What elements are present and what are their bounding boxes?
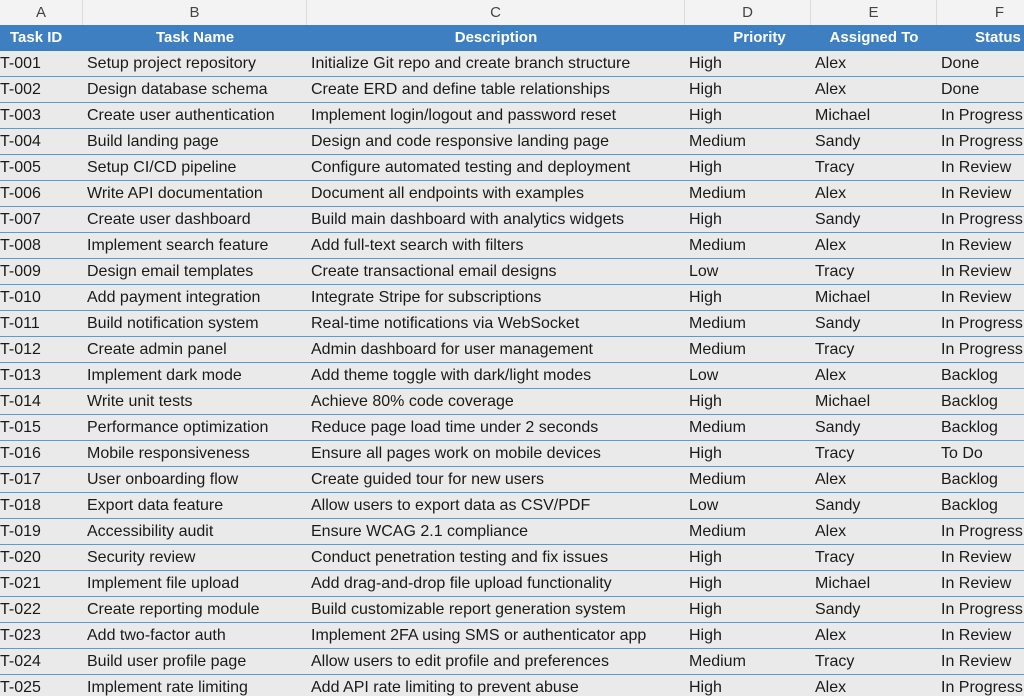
assigned-to-cell[interactable]: Michael (815, 575, 871, 592)
priority-cell[interactable]: Low (689, 263, 719, 280)
task-id-cell[interactable]: T-021 (0, 575, 41, 592)
description-cell[interactable]: Real-time notifications via WebSocket (311, 315, 580, 332)
table-row[interactable] (0, 649, 1024, 675)
assigned-to-cell[interactable]: Alex (815, 523, 847, 540)
assigned-to-cell[interactable]: Tracy (815, 549, 855, 566)
table-row[interactable] (0, 467, 1024, 493)
task-name-cell[interactable]: Build user profile page (87, 653, 247, 670)
table-row[interactable] (0, 363, 1024, 389)
assigned-to-cell[interactable]: Alex (815, 81, 847, 98)
assigned-to-cell[interactable]: Alex (815, 237, 847, 254)
task-name-cell[interactable]: Create user dashboard (87, 211, 251, 228)
task-name-cell[interactable]: Implement dark mode (87, 367, 242, 384)
table-row[interactable] (0, 337, 1024, 363)
assigned-to-cell[interactable]: Sandy (815, 419, 861, 436)
priority-cell[interactable]: Medium (689, 419, 746, 436)
table-row[interactable] (0, 519, 1024, 545)
task-name-cell[interactable]: Add two-factor auth (87, 627, 226, 644)
status-cell[interactable]: In Review (941, 263, 1012, 280)
status-cell[interactable]: In Progress (941, 679, 1023, 696)
assigned-to-cell[interactable]: Sandy (815, 133, 861, 150)
assigned-to-cell[interactable]: Michael (815, 107, 871, 124)
assigned-to-cell[interactable]: Alex (815, 471, 847, 488)
task-id-cell[interactable]: T-002 (0, 81, 41, 98)
task-name-cell[interactable]: Add payment integration (87, 289, 261, 306)
table-row[interactable] (0, 545, 1024, 571)
status-cell[interactable]: In Review (941, 185, 1012, 202)
status-cell[interactable]: Backlog (941, 393, 998, 410)
table-row[interactable] (0, 597, 1024, 623)
task-name-cell[interactable]: Build notification system (87, 315, 259, 332)
task-id-cell[interactable]: T-019 (0, 523, 41, 540)
task-name-cell[interactable]: Write API documentation (87, 185, 263, 202)
table-row[interactable] (0, 623, 1024, 649)
status-cell[interactable]: Backlog (941, 367, 998, 384)
status-cell[interactable]: In Review (941, 289, 1012, 306)
priority-cell[interactable]: Medium (689, 653, 746, 670)
priority-cell[interactable]: Medium (689, 237, 746, 254)
table-row[interactable] (0, 207, 1024, 233)
status-cell[interactable]: In Progress (941, 601, 1023, 618)
assigned-to-cell[interactable]: Michael (815, 289, 871, 306)
task-id-cell[interactable]: T-018 (0, 497, 41, 514)
task-name-cell[interactable]: Build landing page (87, 133, 219, 150)
status-cell[interactable]: In Review (941, 653, 1012, 670)
status-cell[interactable]: Backlog (941, 419, 998, 436)
column-header-e[interactable]: E (811, 0, 937, 25)
status-cell[interactable]: Done (941, 81, 980, 98)
status-cell[interactable]: In Progress (941, 341, 1023, 358)
status-cell[interactable]: In Review (941, 575, 1012, 592)
status-cell[interactable]: Backlog (941, 497, 998, 514)
assigned-to-cell[interactable]: Alex (815, 679, 847, 696)
priority-cell[interactable]: High (689, 81, 722, 98)
task-name-cell[interactable]: Performance optimization (87, 419, 269, 436)
task-name-cell[interactable]: Mobile responsiveness (87, 445, 250, 462)
assigned-to-cell[interactable]: Tracy (815, 263, 855, 280)
task-name-cell[interactable]: Design database schema (87, 81, 268, 98)
priority-cell[interactable]: Medium (689, 315, 746, 332)
task-id-cell[interactable]: T-010 (0, 289, 41, 306)
table-row[interactable] (0, 129, 1024, 155)
description-cell[interactable]: Document all endpoints with examples (311, 185, 585, 202)
task-name-cell[interactable]: Implement rate limiting (87, 679, 248, 696)
assigned-to-cell[interactable]: Alex (815, 627, 847, 644)
task-id-cell[interactable]: T-007 (0, 211, 41, 228)
table-row[interactable] (0, 155, 1024, 181)
status-cell[interactable]: In Review (941, 237, 1012, 254)
column-header-c[interactable]: C (307, 0, 685, 25)
task-name-cell[interactable]: Create admin panel (87, 341, 227, 358)
table-row[interactable] (0, 571, 1024, 597)
table-row[interactable] (0, 493, 1024, 519)
task-id-cell[interactable]: T-014 (0, 393, 41, 410)
task-name-cell[interactable]: Implement file upload (87, 575, 240, 592)
task-id-cell[interactable]: T-015 (0, 419, 41, 436)
assigned-to-cell[interactable]: Tracy (815, 653, 855, 670)
assigned-to-cell[interactable]: Alex (815, 185, 847, 202)
task-name-cell[interactable]: Create reporting module (87, 601, 260, 618)
assigned-to-cell[interactable]: Michael (815, 393, 871, 410)
description-cell[interactable]: Initialize Git repo and create branch structure (311, 55, 631, 72)
task-id-cell[interactable]: T-004 (0, 133, 41, 150)
description-cell[interactable]: Achieve 80% code coverage (311, 393, 514, 410)
table-row[interactable] (0, 441, 1024, 467)
column-header-d[interactable]: D (685, 0, 811, 25)
table-row[interactable] (0, 285, 1024, 311)
header-description[interactable]: Description (454, 29, 538, 46)
task-name-cell[interactable]: Design email templates (87, 263, 254, 280)
column-header-f[interactable]: F (937, 0, 1024, 25)
status-cell[interactable]: In Progress (941, 133, 1023, 150)
task-id-cell[interactable]: T-023 (0, 627, 41, 644)
priority-cell[interactable]: High (689, 549, 722, 566)
table-row[interactable] (0, 675, 1024, 696)
assigned-to-cell[interactable]: Tracy (815, 341, 855, 358)
task-name-cell[interactable]: Implement search feature (87, 237, 269, 254)
description-cell[interactable]: Create ERD and define table relationships (311, 81, 610, 98)
description-cell[interactable]: Implement 2FA using SMS or authenticator app (311, 627, 647, 644)
header-task-id[interactable]: Task ID (10, 29, 63, 46)
priority-cell[interactable]: Low (689, 497, 719, 514)
task-id-cell[interactable]: T-020 (0, 549, 41, 566)
assigned-to-cell[interactable]: Alex (815, 367, 847, 384)
description-cell[interactable]: Build main dashboard with analytics widgets (311, 211, 625, 228)
priority-cell[interactable]: Medium (689, 133, 746, 150)
status-cell[interactable]: In Review (941, 159, 1012, 176)
task-name-cell[interactable]: User onboarding flow (87, 471, 239, 488)
description-cell[interactable]: Add drag-and-drop file upload functionality (311, 575, 612, 592)
table-row[interactable] (0, 181, 1024, 207)
assigned-to-cell[interactable]: Sandy (815, 497, 861, 514)
description-cell[interactable]: Design and code responsive landing page (311, 133, 609, 150)
description-cell[interactable]: Implement login/logout and password reset (311, 107, 617, 124)
table-row[interactable] (0, 51, 1024, 77)
status-cell[interactable]: In Progress (941, 211, 1023, 228)
status-cell[interactable]: In Review (941, 627, 1012, 644)
assigned-to-cell[interactable]: Tracy (815, 445, 855, 462)
description-cell[interactable]: Admin dashboard for user management (311, 341, 593, 358)
table-row[interactable] (0, 415, 1024, 441)
task-id-cell[interactable]: T-001 (0, 55, 41, 72)
task-id-cell[interactable]: T-006 (0, 185, 41, 202)
task-name-cell[interactable]: Setup project repository (87, 55, 256, 72)
description-cell[interactable]: Ensure all pages work on mobile devices (311, 445, 601, 462)
task-id-cell[interactable]: T-013 (0, 367, 41, 384)
priority-cell[interactable]: High (689, 107, 722, 124)
description-cell[interactable]: Configure automated testing and deployment (311, 159, 631, 176)
description-cell[interactable]: Ensure WCAG 2.1 compliance (311, 523, 528, 540)
task-id-cell[interactable]: T-024 (0, 653, 41, 670)
description-cell[interactable]: Conduct penetration testing and fix issues (311, 549, 609, 566)
task-id-cell[interactable]: T-022 (0, 601, 41, 618)
priority-cell[interactable]: High (689, 679, 722, 696)
task-name-cell[interactable]: Export data feature (87, 497, 224, 514)
task-name-cell[interactable]: Write unit tests (87, 393, 193, 410)
priority-cell[interactable]: High (689, 575, 722, 592)
status-cell[interactable]: Backlog (941, 471, 998, 488)
assigned-to-cell[interactable]: Alex (815, 55, 847, 72)
description-cell[interactable]: Add theme toggle with dark/light modes (311, 367, 592, 384)
task-id-cell[interactable]: T-012 (0, 341, 41, 358)
task-id-cell[interactable]: T-025 (0, 679, 41, 696)
status-cell[interactable]: In Progress (941, 315, 1023, 332)
status-cell[interactable]: Done (941, 55, 980, 72)
priority-cell[interactable]: Medium (689, 341, 746, 358)
description-cell[interactable]: Allow users to export data as CSV/PDF (311, 497, 591, 514)
task-id-cell[interactable]: T-016 (0, 445, 41, 462)
description-cell[interactable]: Reduce page load time under 2 seconds (311, 419, 599, 436)
priority-cell[interactable]: Medium (689, 523, 746, 540)
task-name-cell[interactable]: Security review (87, 549, 196, 566)
priority-cell[interactable]: High (689, 445, 722, 462)
priority-cell[interactable]: High (689, 393, 722, 410)
status-cell[interactable]: In Progress (941, 107, 1023, 124)
column-headers (0, 0, 1024, 26)
priority-cell[interactable]: Low (689, 367, 719, 384)
table-row[interactable] (0, 311, 1024, 337)
assigned-to-cell[interactable]: Sandy (815, 211, 861, 228)
description-cell[interactable]: Build customizable report generation system (311, 601, 626, 618)
table-row[interactable] (0, 233, 1024, 259)
column-header-a[interactable]: A (0, 0, 83, 25)
assigned-to-cell[interactable]: Tracy (815, 159, 855, 176)
task-id-cell[interactable]: T-005 (0, 159, 41, 176)
table-row[interactable] (0, 103, 1024, 129)
task-name-cell[interactable]: Setup CI/CD pipeline (87, 159, 237, 176)
column-header-b[interactable]: B (83, 0, 307, 25)
description-cell[interactable]: Create guided tour for new users (311, 471, 545, 488)
status-cell[interactable]: In Review (941, 549, 1012, 566)
priority-cell[interactable]: High (689, 211, 722, 228)
task-id-cell[interactable]: T-017 (0, 471, 41, 488)
description-cell[interactable]: Create transactional email designs (311, 263, 557, 280)
priority-cell[interactable]: High (689, 289, 722, 306)
status-cell[interactable]: To Do (941, 445, 983, 462)
header-status[interactable]: Status (975, 29, 1021, 46)
task-name-cell[interactable]: Accessibility audit (87, 523, 214, 540)
header-task-name[interactable]: Task Name (155, 29, 235, 46)
description-cell[interactable]: Integrate Stripe for subscriptions (311, 289, 542, 306)
table-row[interactable] (0, 77, 1024, 103)
header-priority[interactable]: Priority (733, 29, 786, 46)
task-id-cell[interactable]: T-009 (0, 263, 41, 280)
task-id-cell[interactable]: T-011 (0, 315, 40, 332)
task-id-cell[interactable]: T-003 (0, 107, 41, 124)
table-row[interactable] (0, 259, 1024, 285)
priority-cell[interactable]: High (689, 55, 722, 72)
description-cell[interactable]: Add full-text search with filters (311, 237, 524, 254)
priority-cell[interactable]: High (689, 627, 722, 644)
priority-cell[interactable]: Medium (689, 185, 746, 202)
description-cell[interactable]: Add API rate limiting to prevent abuse (311, 679, 579, 696)
status-cell[interactable]: In Progress (941, 523, 1023, 540)
table-row[interactable] (0, 389, 1024, 415)
priority-cell[interactable]: High (689, 159, 722, 176)
task-name-cell[interactable]: Create user authentication (87, 107, 275, 124)
assigned-to-cell[interactable]: Sandy (815, 601, 861, 618)
priority-cell[interactable]: High (689, 601, 722, 618)
assigned-to-cell[interactable]: Sandy (815, 315, 861, 332)
task-id-cell[interactable]: T-008 (0, 237, 41, 254)
priority-cell[interactable]: Medium (689, 471, 746, 488)
table-header-row (0, 25, 1024, 51)
description-cell[interactable]: Allow users to edit profile and preferences (311, 653, 609, 670)
header-assigned-to[interactable]: Assigned To (829, 29, 919, 46)
